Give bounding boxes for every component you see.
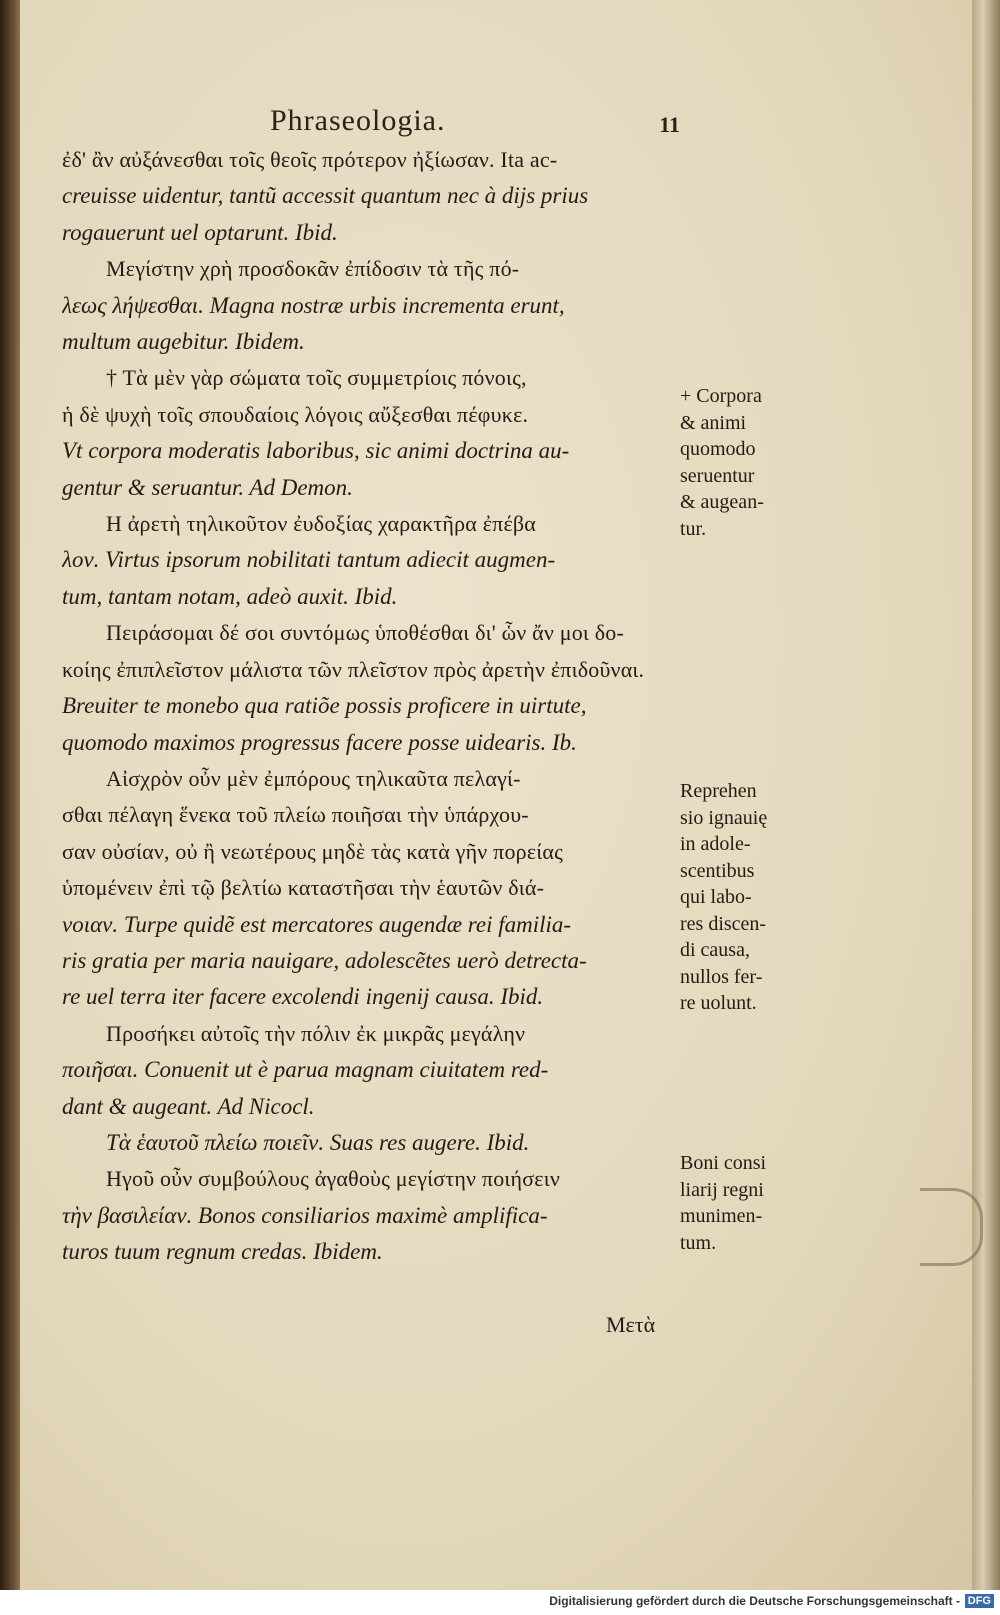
margin-note-line: tum. — [680, 1231, 717, 1254]
margin-note-line: nullos fer- — [680, 965, 763, 988]
margin-note-line: in adole- — [680, 833, 751, 855]
text-line: λεως λήψεσθαι. Magna nostræ urbis incrementa erunt, — [62, 292, 565, 318]
footer-credit: Digitalisierung gefördert durch die Deutsche Forschungsgemeinschaft - — [549, 1594, 960, 1608]
main-text-block — [62, 142, 672, 1271]
text-line: Breuiter te monebo qua ratiõe possis proficere in uirtute, — [62, 693, 587, 719]
text-line: Πειράσομαι δέ σοι συντόμως ὑποθέσθαι δι' ὧν ἄν μοι δο- — [106, 620, 625, 646]
text-line: tum, tantam notam, adeò auxit. Ibid. — [62, 583, 398, 609]
text-line: ποιῆσαι. Conuenit ut è parua magnam ciuitatem red- — [62, 1057, 549, 1083]
margin-note-line: + Corpora — [680, 385, 762, 407]
margin-note-line: quomodo — [680, 438, 756, 460]
catchword: Μετὰ — [606, 1312, 656, 1337]
margin-note-line: seruentur — [680, 464, 755, 487]
margin-note-line: scentibus — [680, 859, 755, 882]
dfg-logo: DFG — [965, 1594, 994, 1608]
page-number: 11 — [659, 112, 680, 137]
text-line: turos tuum regnum credas. Ibidem. — [62, 1239, 383, 1265]
margin-note — [680, 1150, 810, 1256]
page-right-edge — [972, 0, 1000, 1590]
text-line: rogauerunt uel optarunt. Ibid. — [62, 219, 338, 245]
text-line: τὴν βασιλείαν. Bonos consiliarios maximè amplifica- — [62, 1202, 548, 1228]
margin-note-line: sio ignauię — [680, 806, 768, 829]
text-line: Μεγίστην χρὴ προσδοκᾶν ἐπίδοσιν τὰ τῆς πό- — [106, 256, 520, 282]
text-line: σαν οὐσίαν, οὐ ἢ νεωτέρους μηδὲ τὰς κατὰ γῆν πορείας — [62, 838, 564, 864]
text-line: νοιαν. Turpe quidẽ est mercatores augendæ rei familia- — [62, 911, 572, 937]
margin-note — [680, 383, 810, 542]
text-line: dant & augeant. Ad Nicocl. — [62, 1093, 315, 1119]
text-line: creuisse uidentur, tantũ accessit quantum nec à dijs prius — [62, 183, 589, 209]
margin-note-line: & animi — [680, 411, 747, 434]
text-line: gentur & seruantur. Ad Demon. — [62, 474, 353, 500]
bookmark-clip — [920, 1188, 983, 1266]
text-line: Προσήκει αὐτοῖς τὴν πόλιν ἐκ μικρᾶς μεγάλην — [106, 1020, 526, 1046]
text-line: Αἰσχρὸν οὖν μὲν ἐμπόρους τηλικαῦτα πελαγί- — [106, 765, 521, 791]
text-line: κοίης ἐπιπλεῖστον μάλιστα τῶν πλεῖστον πρὸς ἀρετὴν ἐπιδοῦναι. — [62, 656, 645, 682]
text-line: ἡ δὲ ψυχὴ τοῖς σπουδαίοις λόγοις αὔξεσθαι πέφυκε. — [62, 401, 529, 427]
page-header — [270, 104, 680, 144]
text-line: ἐδ' ἂν αὐξάνεσθαι τοῖς θεοῖς πρότερον ἠξίωσαν. Ita ac- — [62, 147, 558, 172]
margin-note — [680, 778, 810, 1017]
text-line: ris gratia per maria nauigare, adolescẽtes uerò detrecta- — [62, 947, 587, 973]
margin-note-line: qui labo- — [680, 886, 752, 908]
text-line: † Τὰ μὲν γὰρ σώματα τοῖς συμμετρίοις πόνοις, — [106, 365, 527, 391]
text-line: λον. Virtus ipsorum nobilitati tantum adiecit augmen- — [62, 547, 556, 573]
text-line: multum augebitur. Ibidem. — [62, 329, 305, 355]
margin-note-line: munimen- — [680, 1205, 763, 1227]
footer-bar — [0, 1590, 1000, 1615]
margin-note-line: liarij regni — [680, 1178, 764, 1201]
text-line: Vt corpora moderatis laboribus, sic animi doctrina au- — [62, 438, 570, 464]
margin-note-line: res discen- — [680, 912, 767, 935]
running-title: Phraseologia. — [270, 104, 446, 137]
margin-note-line: tur. — [680, 517, 707, 540]
text-line: Τὰ ἑαυτοῦ πλείω ποιεῖν. Suas res augere. Ibid. — [106, 1129, 530, 1155]
margin-note-line: Boni consi — [680, 1152, 767, 1174]
margin-note-line: & augean- — [680, 491, 764, 513]
text-line: ὑπομένειν ἐπὶ τῷ βελτίω καταστῆσαι τὴν ἑαυτῶν διά- — [62, 875, 545, 901]
text-line: Η ἀρετὴ τηλικοῦτον ἐυδοξίας χαρακτῆρα ἐπέβα — [106, 511, 537, 537]
margin-note-line: re uolunt. — [680, 992, 757, 1014]
text-line: quomodo maximos progressus facere posse uidearis. Ib. — [62, 729, 577, 755]
margin-note-line: di causa, — [680, 939, 750, 961]
text-line: Ηγοῦ οὖν συμβούλους ἀγαθοὺς μεγίστην ποιήσειν — [106, 1166, 560, 1192]
text-line: σθαι πέλαγη ἕνεκα τοῦ πλείω ποιῆσαι τὴν ὑπάρχου- — [62, 802, 529, 828]
text-line: re uel terra iter facere excolendi ingenij causa. Ibid. — [62, 984, 544, 1010]
margin-note-line: Reprehen — [680, 780, 757, 802]
